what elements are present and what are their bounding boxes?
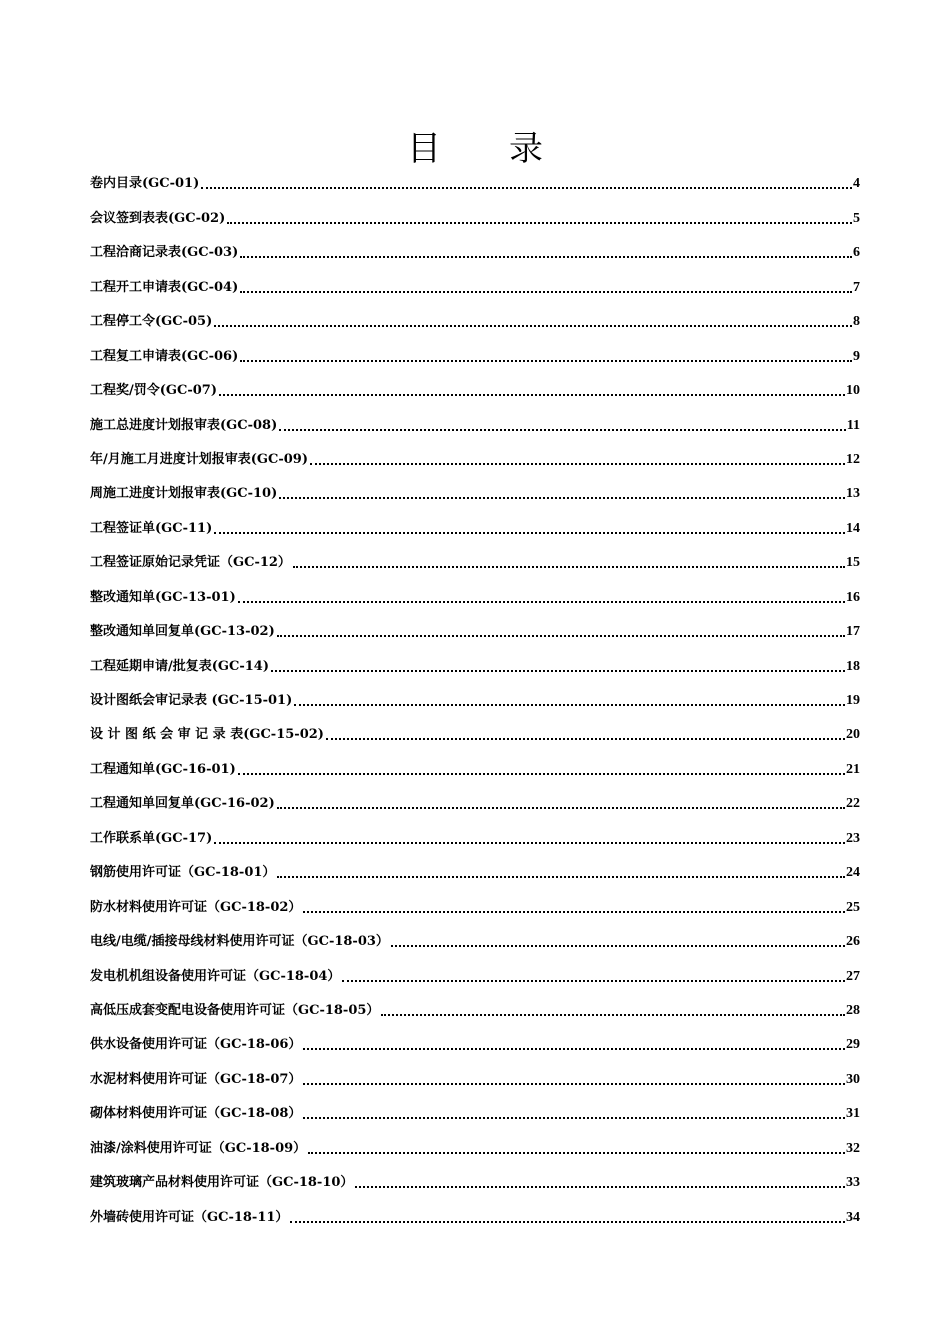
dot-leader xyxy=(294,704,845,706)
page-title: 目录 xyxy=(407,128,611,169)
toc-entry-label: 设 计 图 纸 会 审 记 录 表(GC-15-02) xyxy=(90,727,324,743)
dot-leader xyxy=(293,566,845,568)
dot-leader xyxy=(201,187,852,189)
toc-entry-page-number: 26 xyxy=(846,934,860,950)
toc-entry-label: 高低压成套变配电设备使用许可证（GC-18-05） xyxy=(90,1002,380,1018)
toc-entry-page-number: 24 xyxy=(846,865,860,881)
toc-entry-page-number: 27 xyxy=(846,968,860,984)
toc-entry[interactable] xyxy=(90,330,860,364)
toc-entry[interactable] xyxy=(90,743,860,777)
toc-entry[interactable] xyxy=(90,399,860,433)
table-of-contents xyxy=(90,158,860,1226)
toc-entry-label: 设计图纸会审记录表 (GC-15-01) xyxy=(90,693,293,708)
dot-leader xyxy=(310,463,845,465)
toc-entry-label: 钢筋使用许可证（GC-18-01） xyxy=(90,865,276,881)
dot-leader xyxy=(271,670,845,672)
toc-entry-page-number: 7 xyxy=(853,279,860,295)
toc-entry[interactable] xyxy=(90,158,860,192)
dot-leader xyxy=(279,429,846,431)
toc-entry-page-number: 23 xyxy=(846,830,860,846)
toc-entry-label: 砌体材料使用许可证（GC-18-08） xyxy=(90,1106,302,1122)
dot-leader xyxy=(391,945,845,947)
toc-entry-page-number: 5 xyxy=(853,210,860,226)
toc-entry-label: 外墙砖使用许可证（GC-18-11） xyxy=(90,1209,289,1225)
toc-entry[interactable] xyxy=(90,365,860,399)
toc-entry[interactable] xyxy=(90,881,860,915)
toc-entry-page-number: 4 xyxy=(853,176,860,192)
toc-entry[interactable] xyxy=(90,1053,860,1087)
toc-entry[interactable] xyxy=(90,606,860,640)
toc-entry-page-number: 20 xyxy=(846,727,860,743)
toc-entry-label: 防水材料使用许可证（GC-18-02） xyxy=(90,899,302,915)
toc-entry-label: 工程开工申请表(GC-04) xyxy=(90,279,239,295)
toc-entry-page-number: 11 xyxy=(846,417,860,433)
toc-entry[interactable] xyxy=(90,778,860,812)
dot-leader xyxy=(240,291,852,293)
toc-entry-label: 发电机机组设备使用许可证（GC-18-04） xyxy=(90,968,341,984)
toc-entry-label: 油漆/涂料使用许可证（GC-18-09） xyxy=(90,1140,307,1156)
toc-entry[interactable] xyxy=(90,1157,860,1191)
dot-leader xyxy=(277,635,845,637)
toc-entry[interactable] xyxy=(90,1122,860,1156)
toc-entry-label: 工程停工令(GC-05) xyxy=(90,314,213,330)
toc-entry[interactable] xyxy=(90,227,860,261)
toc-entry-label: 年/月施工月进度计划报审表(GC-09) xyxy=(90,451,308,467)
toc-entry-label: 工程奖/罚令(GC-07) xyxy=(90,383,217,399)
toc-entry-label: 卷内目录(GC-01) xyxy=(90,176,200,192)
toc-entry-label: 工程复工申请表(GC-06) xyxy=(90,348,239,364)
toc-entry[interactable] xyxy=(90,502,860,536)
toc-entry[interactable] xyxy=(90,675,860,709)
toc-entry-label: 周施工进度计划报审表(GC-10) xyxy=(90,486,278,502)
toc-entry-page-number: 18 xyxy=(846,658,860,674)
toc-entry-page-number: 8 xyxy=(853,314,860,330)
dot-leader xyxy=(219,394,845,396)
dot-leader xyxy=(355,1186,845,1188)
dot-leader xyxy=(303,1117,845,1119)
toc-entry-page-number: 12 xyxy=(846,451,860,467)
toc-entry[interactable] xyxy=(90,812,860,846)
toc-entry-page-number: 22 xyxy=(846,796,860,812)
toc-entry-page-number: 32 xyxy=(846,1140,860,1156)
dot-leader xyxy=(279,497,845,499)
toc-entry[interactable] xyxy=(90,709,860,743)
toc-entry-page-number: 17 xyxy=(846,624,860,640)
dot-leader xyxy=(238,773,845,775)
dot-leader xyxy=(240,360,852,362)
dot-leader xyxy=(277,876,845,878)
toc-entry-page-number: 9 xyxy=(853,348,860,364)
dot-leader xyxy=(308,1152,845,1154)
toc-entry[interactable] xyxy=(90,640,860,674)
toc-entry-page-number: 19 xyxy=(846,693,860,708)
toc-entry-label: 水泥材料使用许可证（GC-18-07） xyxy=(90,1071,302,1087)
toc-entry-label: 工程通知单(GC-16-01) xyxy=(90,761,236,777)
toc-entry-label: 工程洽商记录表(GC-03) xyxy=(90,245,239,261)
toc-entry-page-number: 25 xyxy=(846,899,860,915)
toc-entry-page-number: 10 xyxy=(846,383,860,399)
toc-entry[interactable] xyxy=(90,192,860,226)
toc-entry-label: 整改通知单(GC-13-01) xyxy=(90,589,236,605)
dot-leader xyxy=(326,738,845,740)
toc-entry[interactable] xyxy=(90,537,860,571)
toc-entry-page-number: 31 xyxy=(846,1106,860,1122)
dot-leader xyxy=(214,532,845,534)
toc-entry[interactable] xyxy=(90,916,860,950)
dot-leader xyxy=(342,980,845,982)
toc-entry[interactable] xyxy=(90,1191,860,1225)
toc-entry[interactable] xyxy=(90,847,860,881)
dot-leader xyxy=(303,1083,845,1085)
toc-entry-label: 施工总进度计划报审表(GC-08) xyxy=(90,417,278,433)
toc-entry-label: 工程通知单回复单(GC-16-02) xyxy=(90,796,275,812)
toc-entry-label: 电线/电缆/插接母线材料使用许可证（GC-18-03） xyxy=(90,934,389,950)
dot-leader xyxy=(277,807,845,809)
toc-entry-label: 工程签证原始记录凭证（GC-12） xyxy=(90,555,291,571)
toc-entry-label: 工程延期申请/批复表(GC-14) xyxy=(90,658,269,674)
toc-entry-page-number: 30 xyxy=(846,1071,860,1087)
toc-entry-label: 整改通知单回复单(GC-13-02) xyxy=(90,624,275,640)
toc-entry-label: 供水设备使用许可证（GC-18-06） xyxy=(90,1037,302,1053)
toc-entry-page-number: 21 xyxy=(846,761,860,777)
toc-entry-label: 工程签证单(GC-11) xyxy=(90,520,213,536)
dot-leader xyxy=(238,601,845,603)
toc-entry-page-number: 6 xyxy=(853,245,860,261)
toc-entry[interactable] xyxy=(90,468,860,502)
toc-entry-page-number: 15 xyxy=(846,555,860,571)
toc-entry[interactable] xyxy=(90,1088,860,1122)
dot-leader xyxy=(214,842,845,844)
toc-entry-label: 会议签到表表(GC-02) xyxy=(90,210,226,226)
toc-entry-page-number: 33 xyxy=(846,1175,860,1191)
toc-entry[interactable] xyxy=(90,1019,860,1053)
toc-entry-page-number: 14 xyxy=(846,520,860,536)
toc-entry[interactable] xyxy=(90,985,860,1019)
dot-leader xyxy=(290,1221,845,1223)
toc-entry[interactable] xyxy=(90,950,860,984)
toc-entry-label: 建筑玻璃产品材料使用许可证（GC-18-10） xyxy=(90,1175,354,1191)
dot-leader xyxy=(214,325,852,327)
dot-leader xyxy=(227,222,852,224)
dot-leader xyxy=(303,911,845,913)
toc-entry[interactable] xyxy=(90,571,860,605)
toc-entry-page-number: 13 xyxy=(846,486,860,502)
toc-entry[interactable] xyxy=(90,261,860,295)
toc-entry[interactable] xyxy=(90,434,860,468)
dot-leader xyxy=(303,1048,845,1050)
dot-leader xyxy=(381,1014,845,1016)
toc-entry-label: 工作联系单(GC-17) xyxy=(90,830,213,846)
toc-entry[interactable] xyxy=(90,296,860,330)
toc-entry-page-number: 28 xyxy=(846,1002,860,1018)
toc-entry-page-number: 34 xyxy=(846,1209,860,1225)
toc-entry-page-number: 29 xyxy=(846,1037,860,1053)
dot-leader xyxy=(240,256,852,258)
toc-entry-page-number: 16 xyxy=(846,589,860,605)
